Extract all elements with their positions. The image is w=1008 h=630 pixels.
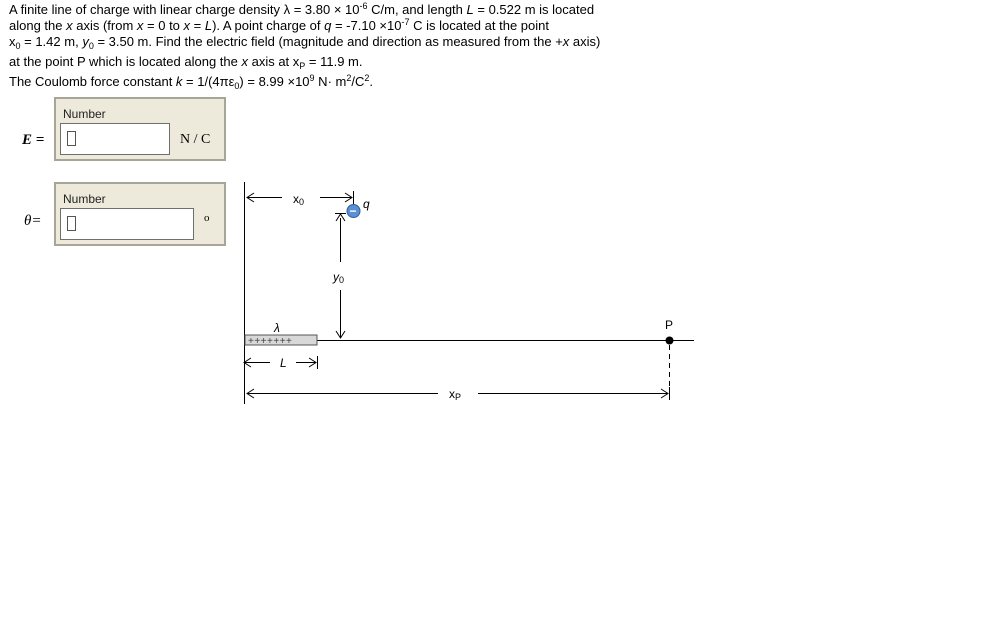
e-field-label: E = xyxy=(22,132,45,148)
e-number-label: Number xyxy=(63,107,106,121)
l-label: L xyxy=(280,356,287,370)
point-p xyxy=(666,337,674,345)
p-label: P xyxy=(665,318,674,332)
xp-label: xP xyxy=(449,387,462,402)
q-label: q xyxy=(363,197,370,211)
problem-line-3: $x_0 = 1.42$ m, $y_0 = 3.50$ m. Find the electric field (magnitude and direction as measured from the +x axis) xyxy=(9,34,601,51)
lambda-label: λ xyxy=(274,321,280,335)
y0-label: y0 xyxy=(333,270,345,285)
degree-unit: o xyxy=(204,212,210,224)
charge-sign: − xyxy=(349,204,357,218)
point-charge-icon xyxy=(347,204,360,218)
problem-line-5: The Coulomb force constant $k = 1/(4\pi\varepsilon_0) = 8.99 \times 10^9$ $N\cdot m^2/C^2$. xyxy=(9,73,373,91)
problem-line-2: along the x axis (from x = 0 to x = L). A point charge of $q = -7.10 \times 10^{-7}$ C is located at the point xyxy=(9,17,549,33)
x0-label: x0 xyxy=(293,192,305,207)
rod-charges: +++++++ xyxy=(248,336,293,347)
e-unit: N / C xyxy=(180,132,211,147)
theta-number-label: Number xyxy=(63,192,106,206)
problem-line-1: A finite line of charge with linear charge density $\lambda = 3.80 \times 10^{-6}$ C/m, and length L = 0.522 m is located xyxy=(9,1,595,17)
theta-label: θ= xyxy=(24,213,42,229)
problem-line-4: at the point P which is located along the x axis at $x_P = 11.9$ m. xyxy=(9,54,363,71)
